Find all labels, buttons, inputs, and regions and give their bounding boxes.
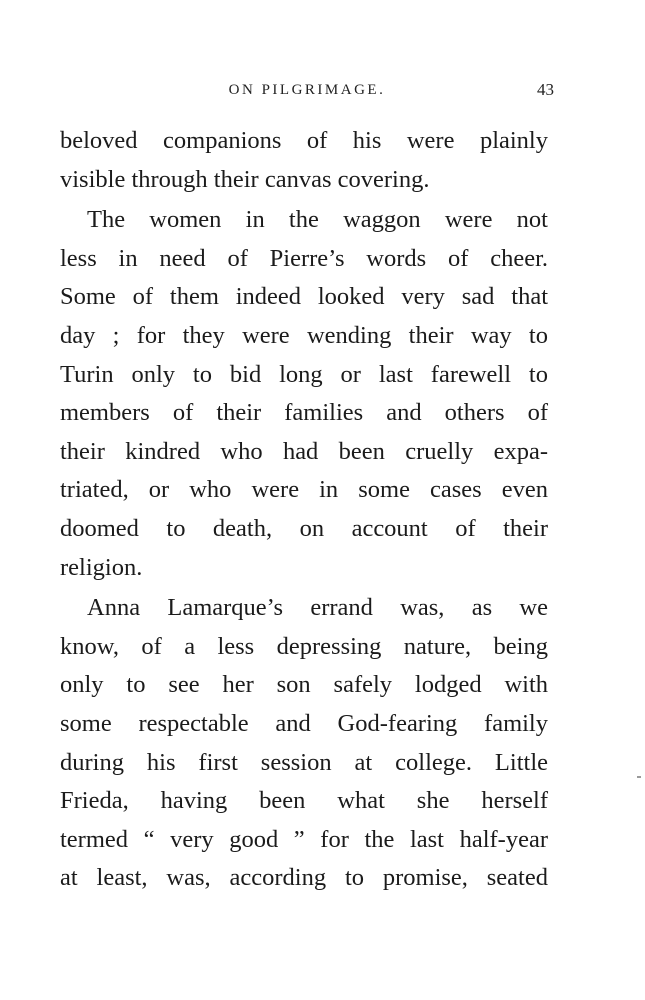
text-line: triated, or who were in some cases even bbox=[60, 476, 548, 504]
print-speck bbox=[637, 776, 641, 778]
text-line: beloved companions of his were plainly bbox=[60, 127, 548, 154]
paragraph-start-line: Anna Lamarque’s errand was, as we bbox=[87, 594, 548, 622]
text-line: Frieda, having been what she herself bbox=[60, 787, 548, 815]
paragraph-start-line: The women in the waggon were not bbox=[87, 206, 548, 234]
text-line: Some of them indeed looked very sad that bbox=[60, 283, 548, 311]
text-line: only to see her son safely lodged with bbox=[60, 671, 548, 699]
text-line: Turin only to bid long or last farewell to bbox=[60, 360, 548, 388]
text-line: visible through their canvas covering. bbox=[60, 165, 430, 193]
text-line: members of their families and others of bbox=[60, 399, 548, 427]
text-line: at least, was, according to promise, seated bbox=[60, 864, 548, 892]
running-title: ON PILGRIMAGE. bbox=[228, 82, 386, 98]
text-line: know, of a less depressing nature, being bbox=[60, 632, 548, 660]
text-line: during his first session at college. Little bbox=[60, 748, 548, 776]
page-number: 43 bbox=[537, 80, 554, 99]
text-line: day ; for they were wending their way to bbox=[60, 321, 548, 349]
text-line: less in need of Pierre’s words of cheer. bbox=[60, 244, 548, 272]
running-header bbox=[60, 78, 554, 102]
text-line: termed “ very good ” for the last half-year bbox=[60, 825, 548, 853]
body-text bbox=[60, 122, 548, 898]
text-line: their kindred who had been cruelly expa- bbox=[60, 437, 548, 465]
text-line: some respectable and God-fearing family bbox=[60, 709, 548, 737]
text-line: doomed to death, on account of their bbox=[60, 514, 548, 542]
text-line: religion. bbox=[60, 553, 143, 581]
